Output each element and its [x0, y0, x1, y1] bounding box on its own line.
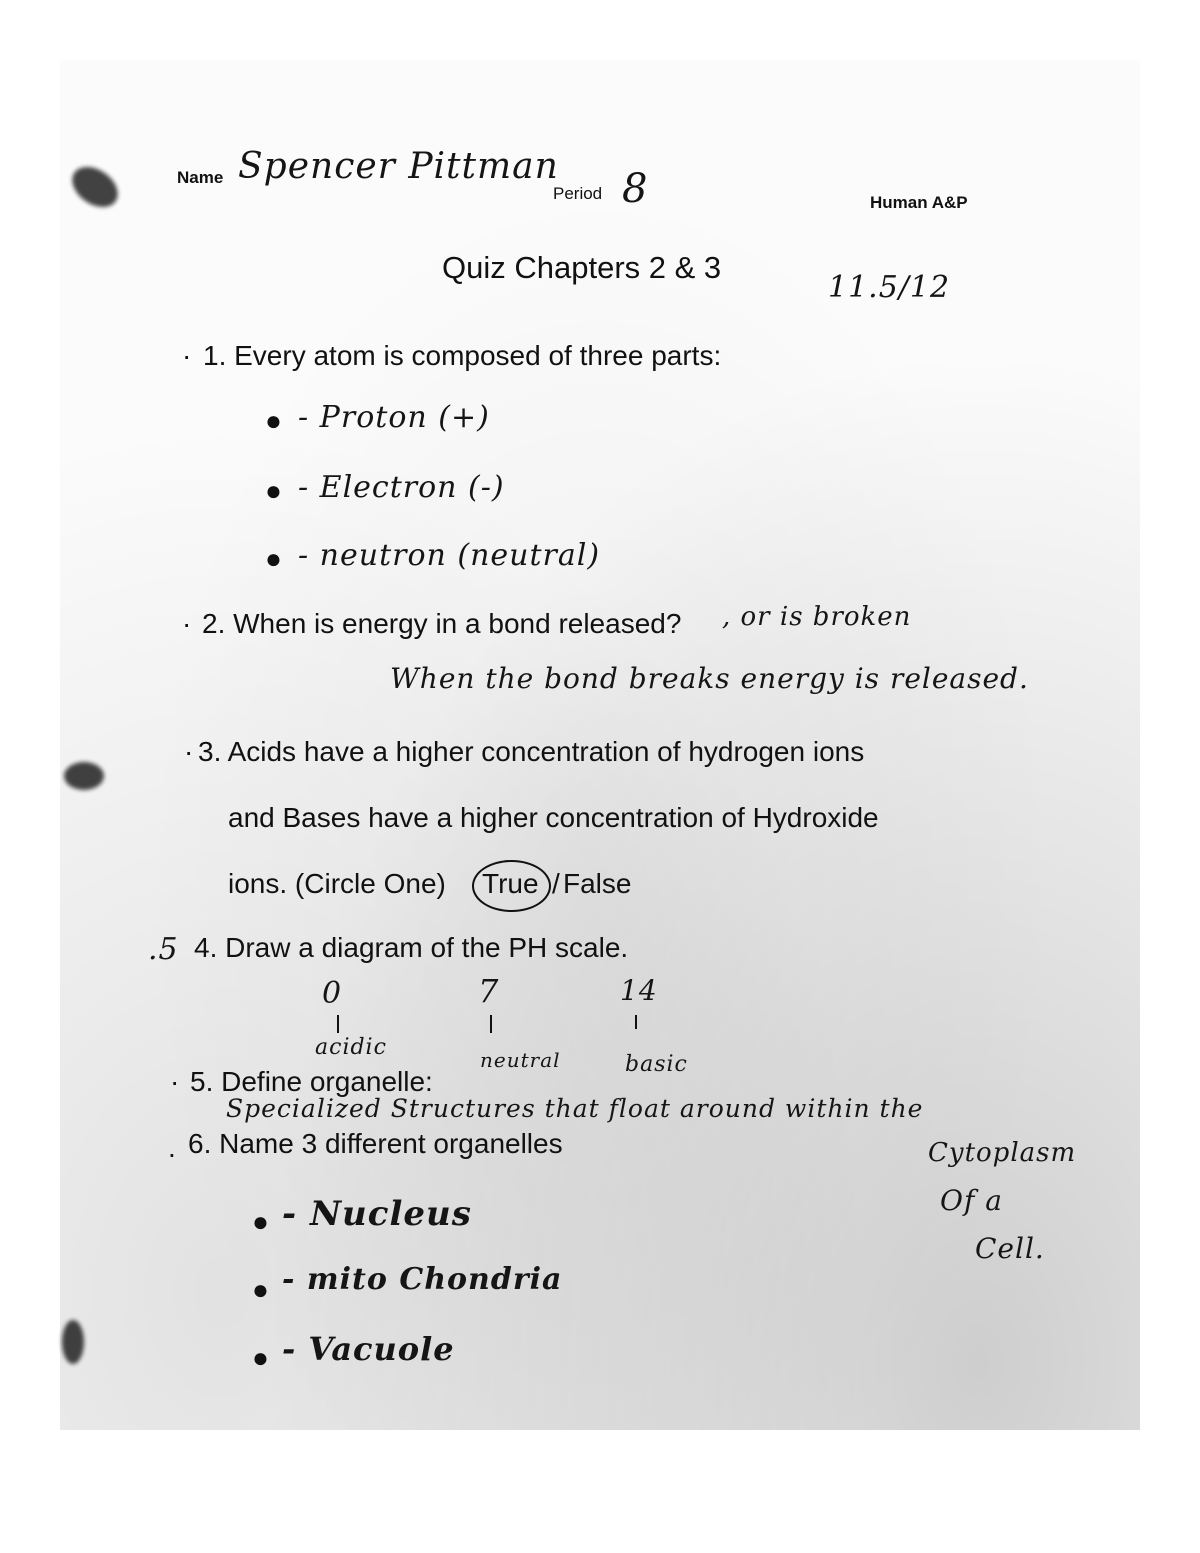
q6-answer-3: - Vacuole [282, 1330, 455, 1368]
q1-answer-2: - Electron (-) [298, 470, 505, 505]
choice-separator: / [552, 868, 560, 899]
q1-answer-1: - Proton (+) [298, 400, 490, 435]
quiz-date: 11.5/12 [828, 270, 951, 305]
question-4: 4. Draw a diagram of the PH scale. [194, 932, 629, 963]
q5-answer-line-3: Of a [940, 1184, 1003, 1217]
question-1: 1. Every atom is composed of three parts: [203, 340, 722, 371]
bullet-icon: ● [265, 475, 282, 506]
q1-answer-3: - neutron (neutral) [298, 538, 601, 573]
q5-answer-line-4: Cell. [975, 1232, 1045, 1265]
quiz-paper [60, 60, 1140, 1430]
ph-scale-tick [490, 1015, 492, 1033]
bullet-icon: ● [265, 405, 282, 436]
ph-scale-label-acidic: acidic [315, 1035, 387, 1060]
question-3-line-2: and Bases have a higher concentration of Hydroxide [228, 802, 879, 833]
ph-scale-tick [635, 1015, 637, 1029]
bullet-icon: ● [252, 1274, 269, 1305]
ph-scale-number-14: 14 [620, 974, 658, 1007]
q6-answer-1: - Nucleus [282, 1194, 472, 1234]
ph-scale-number-0: 0 [322, 976, 343, 1011]
quiz-title: Quiz Chapters 2 & 3 [442, 250, 722, 285]
q5-answer-line-1: Specialized Structures that float around within the [226, 1094, 924, 1123]
circled-answer-true: True [472, 860, 551, 912]
ph-scale-label-neutral: neutral [480, 1048, 561, 1072]
question-6: 6. Name 3 different organelles [188, 1128, 563, 1159]
period-label: Period [553, 184, 603, 203]
q2-marker: · [182, 608, 192, 639]
name-label: Name [177, 168, 224, 187]
student-name: Spencer Pittman [238, 146, 559, 187]
bullet-icon: ● [265, 543, 282, 574]
q6-marker: . [168, 1132, 176, 1163]
scan-smudge-left [64, 762, 104, 790]
ph-scale-tick [337, 1015, 339, 1033]
q1-marker: · [182, 340, 192, 371]
q5-marker: · [170, 1066, 180, 1097]
ph-scale-number-7: 7 [478, 972, 500, 1010]
period-value: 8 [622, 166, 649, 212]
bullet-icon: ● [252, 1342, 269, 1373]
question-3-line-1: 3. Acids have a higher concentration of hydrogen ions [198, 736, 865, 767]
bullet-icon: ● [252, 1206, 269, 1237]
q2-answer-insert: , or is broken [722, 602, 912, 632]
q4-score-mark: .5 [148, 932, 179, 967]
q6-answer-2: - mito Chondria [282, 1262, 563, 1297]
ph-scale-label-basic: basic [625, 1052, 688, 1077]
choice-false: False [563, 868, 632, 899]
scan-smudge-bottom-left [62, 1320, 84, 1364]
question-2: 2. When is energy in a bond released? [202, 608, 682, 639]
course-label: Human A&P [870, 193, 968, 212]
q5-answer-line-2: Cytoplasm [928, 1138, 1077, 1168]
q2-answer: When the bond breaks energy is released. [390, 662, 1029, 695]
question-3-line-3: ions. (Circle One) [228, 868, 446, 899]
q3-marker: · [184, 736, 194, 767]
scan-smudge-top-left [65, 159, 125, 216]
question-5: 5. Define organelle: [190, 1066, 433, 1097]
